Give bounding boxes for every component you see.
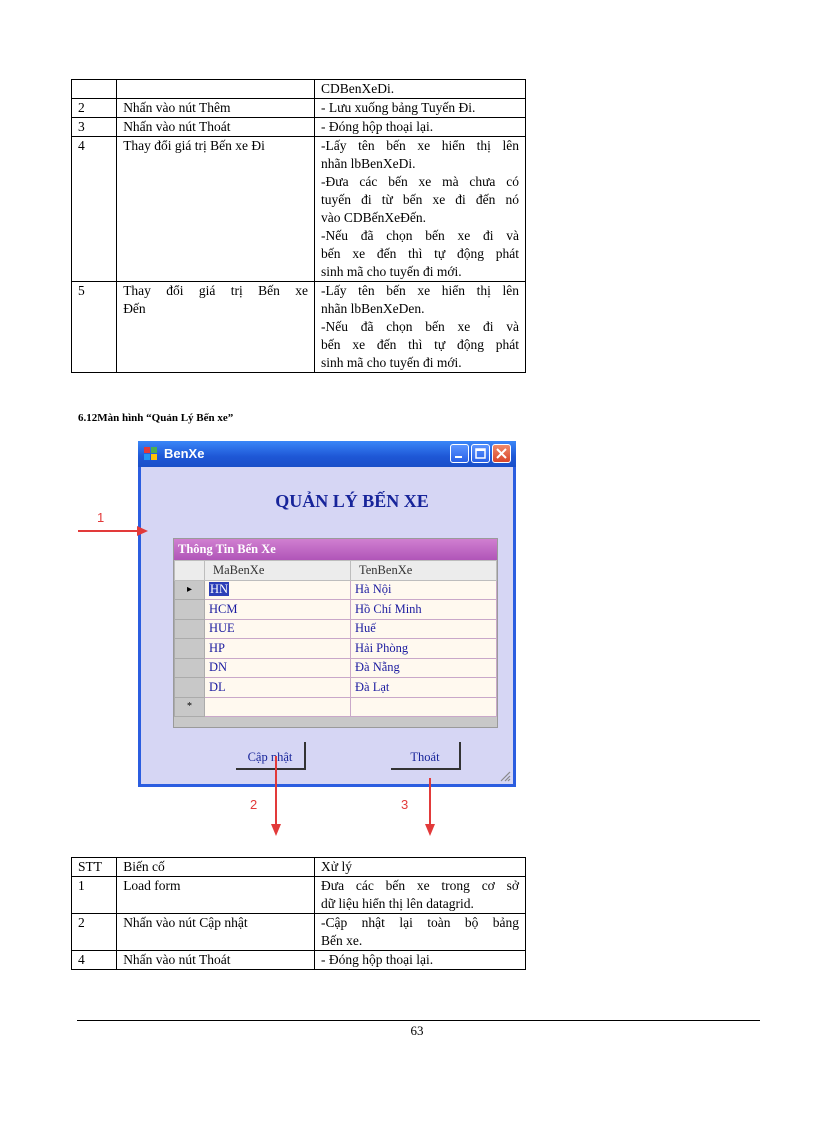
table-row [72, 99, 526, 118]
event-line: Thay đổi giá trị Bến xe [123, 283, 309, 298]
action-cell [315, 99, 526, 118]
stt-cell: 3 [72, 118, 117, 137]
benxe-datagrid[interactable] [173, 538, 498, 728]
selected-cell-text: HN [210, 582, 229, 597]
grid-row[interactable] [175, 580, 497, 600]
table-row [72, 951, 526, 970]
stt-cell: 4 [72, 137, 117, 282]
action-line: - Đóng hộp thoại lại. [321, 119, 434, 134]
table-row [72, 80, 526, 99]
header-action: Xử lý [315, 858, 526, 877]
event-cell: Nhấn vào nút Cập nhật [117, 914, 315, 951]
stt-cell: 4 [72, 951, 117, 970]
action-line: Đưa các bến xe trong cơ sở [321, 878, 519, 893]
table-row [72, 282, 526, 373]
action-line: tuyến đi từ bến xe đi đến nó [321, 192, 519, 207]
event-cell [117, 80, 315, 99]
row-header[interactable] [175, 600, 205, 620]
row-header[interactable] [175, 658, 205, 678]
maximize-icon [472, 445, 489, 462]
app-icon [144, 447, 158, 461]
tenbenxe-cell[interactable] [351, 697, 497, 717]
action-cell [315, 282, 526, 373]
action-line: -Nếu đã chọn bến xe đi và [321, 228, 519, 243]
tenbenxe-cell[interactable]: Hồ Chí Minh [351, 600, 497, 620]
mabenxe-cell[interactable]: HUE [205, 619, 351, 639]
annotation-label-1: 1 [97, 510, 105, 525]
window-title: BenXe [164, 446, 205, 461]
mabenxe-cell[interactable]: HP [205, 639, 351, 659]
action-cell [315, 914, 526, 951]
row-header-corner [175, 561, 205, 581]
tenbenxe-cell[interactable]: Huế [351, 619, 497, 639]
stt-cell: 2 [72, 99, 117, 118]
table-row [72, 118, 526, 137]
event-line: Đến [123, 301, 146, 316]
row-header[interactable] [175, 619, 205, 639]
stt-cell: 2 [72, 914, 117, 951]
action-cell [315, 951, 526, 970]
event-cell [117, 282, 315, 373]
page-number: 63 [410, 1023, 424, 1038]
maximize-button[interactable] [471, 444, 490, 463]
mabenxe-cell[interactable]: DN [205, 658, 351, 678]
action-line: - Lưu xuống bảng Tuyến Đi. [321, 100, 476, 115]
grid-caption: Thông Tin Bến Xe [174, 539, 497, 560]
table-row [72, 137, 526, 282]
event-cell: Nhấn vào nút Thoát [117, 118, 315, 137]
grid-row[interactable] [175, 658, 497, 678]
grid-table[interactable] [174, 560, 497, 717]
page-number-wrap [0, 1023, 816, 1039]
benxe-window [138, 441, 516, 787]
row-header[interactable] [175, 639, 205, 659]
action-line: sinh mã cho tuyến đi mới. [321, 355, 462, 370]
grid-header-row [175, 561, 497, 581]
action-line: -Đưa các bến xe mà chưa có [321, 174, 519, 189]
mabenxe-cell[interactable]: HCM [205, 600, 351, 620]
resize-grip-icon[interactable] [499, 770, 511, 782]
action-line: dữ liệu hiển thị lên datagrid. [321, 896, 474, 911]
minimize-button[interactable] [450, 444, 469, 463]
grid-row[interactable] [175, 600, 497, 620]
event-cell: Nhấn vào nút Thoát [117, 951, 315, 970]
stt-cell [72, 80, 117, 99]
mabenxe-cell[interactable]: DL [205, 678, 351, 698]
action-line: CDBenXeDi. [321, 81, 395, 96]
action-cell [315, 118, 526, 137]
event-cell: Thay đổi giá trị Bến xe Đi [117, 137, 315, 282]
close-button[interactable] [492, 444, 511, 463]
annotation-label-3: 3 [401, 797, 409, 812]
grid-row[interactable] [175, 678, 497, 698]
stt-cell: 5 [72, 282, 117, 373]
action-line: Bến xe. [321, 933, 363, 948]
tenbenxe-cell[interactable]: Hà Nội [351, 580, 497, 600]
footer-divider [77, 1020, 760, 1021]
action-line: bến xe đến thì tự động phát [321, 337, 519, 352]
header-event: Biến cố [117, 858, 315, 877]
action-line: -Lấy tên bến xe hiển thị lên [321, 138, 519, 153]
event-cell: Load form [117, 877, 315, 914]
new-row-marker[interactable]: * [175, 697, 205, 717]
action-line: vào CDBếnXeĐến. [321, 210, 427, 225]
annotation-label-2: 2 [250, 797, 258, 812]
close-icon [493, 445, 510, 462]
column-header-tenbenxe[interactable]: TenBenXe [351, 561, 497, 581]
action-line: - Đóng hộp thoại lại. [321, 952, 434, 967]
tenbenxe-cell[interactable]: Hải Phòng [351, 639, 497, 659]
update-button[interactable]: Cập nhật [236, 742, 306, 770]
tenbenxe-cell[interactable]: Đà Nẵng [351, 658, 497, 678]
exit-button[interactable]: Thoát [391, 742, 461, 770]
action-line: bến xe đến thì tự động phát [321, 246, 519, 261]
table-row [72, 877, 526, 914]
mabenxe-cell[interactable] [205, 697, 351, 717]
grid-row[interactable] [175, 639, 497, 659]
minimize-icon [451, 445, 468, 462]
section-heading: 6.12Màn hình “Quản Lý Bến xe” [78, 412, 234, 424]
action-line: sinh mã cho tuyến đi mới. [321, 264, 462, 279]
current-row-marker[interactable]: ▸ [175, 580, 205, 600]
action-line: -Nếu đã chọn bến xe đi và [321, 319, 519, 334]
form-title: QUẢN LÝ BẾN XE [275, 491, 429, 511]
grid-row[interactable] [175, 619, 497, 639]
event-table [71, 857, 526, 970]
action-line: nhãn lbBenXeDen. [321, 301, 425, 316]
action-cell [315, 877, 526, 914]
header-stt: STT [72, 858, 117, 877]
stt-cell: 1 [72, 877, 117, 914]
event-table-continued [71, 79, 526, 373]
column-header-mabenxe[interactable]: MaBenXe [205, 561, 351, 581]
action-cell [315, 80, 526, 99]
window-titlebar[interactable] [138, 441, 516, 467]
action-line: nhãn lbBenXeDi. [321, 156, 416, 171]
action-line: -Lấy tên bến xe hiển thị lên [321, 283, 519, 298]
table-row [72, 914, 526, 951]
action-cell [315, 137, 526, 282]
row-header[interactable] [175, 678, 205, 698]
tenbenxe-cell[interactable]: Đà Lạt [351, 678, 497, 698]
table-header-row [72, 858, 526, 877]
mabenxe-cell[interactable] [205, 580, 351, 600]
grid-new-row[interactable] [175, 697, 497, 717]
event-cell: Nhấn vào nút Thêm [117, 99, 315, 118]
action-line: -Cập nhật lại toàn bộ bảng [321, 915, 519, 930]
